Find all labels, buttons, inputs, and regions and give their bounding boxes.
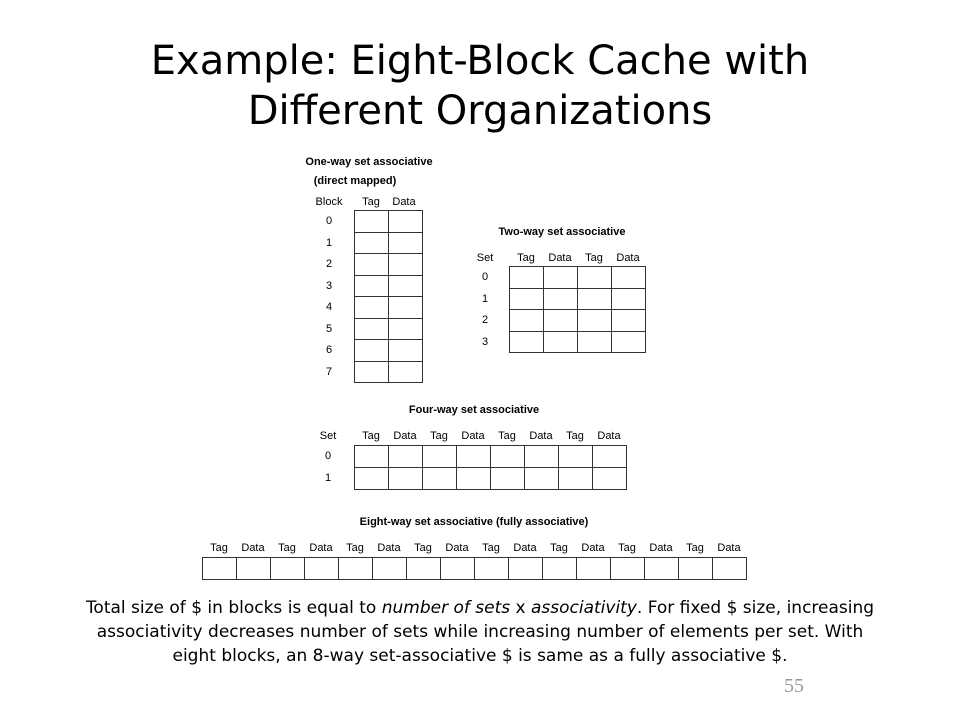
block-index-label: 0 bbox=[325, 215, 333, 227]
data-cell bbox=[388, 339, 423, 362]
data-cell bbox=[388, 296, 423, 319]
tag-cell bbox=[354, 232, 389, 255]
column-header-tag: Tag bbox=[430, 430, 448, 442]
tag-cell bbox=[509, 331, 544, 354]
column-header-block: Block bbox=[315, 196, 343, 208]
column-header-data: Data bbox=[581, 542, 605, 554]
column-header-set: Set bbox=[476, 252, 494, 264]
data-cell bbox=[388, 232, 423, 255]
tag-cell bbox=[610, 557, 645, 580]
data-cell bbox=[388, 318, 423, 341]
column-header-tag: Tag bbox=[517, 252, 535, 264]
data-cell bbox=[644, 557, 679, 580]
tag-cell bbox=[354, 318, 389, 341]
tag-cell bbox=[490, 445, 525, 468]
block-index-label: 6 bbox=[325, 344, 333, 356]
data-cell bbox=[456, 445, 491, 468]
data-cell bbox=[524, 445, 559, 468]
tag-cell bbox=[422, 467, 457, 490]
data-cell bbox=[456, 467, 491, 490]
column-header-tag: Tag bbox=[362, 196, 380, 208]
data-cell bbox=[440, 557, 475, 580]
block-index-label: 1 bbox=[325, 236, 333, 249]
two-way-title: Two-way set associative bbox=[498, 226, 626, 238]
column-header-tag: Tag bbox=[550, 542, 568, 554]
column-header-data: Data bbox=[548, 252, 572, 264]
one-way-title: One-way set associative bbox=[305, 156, 433, 168]
column-header-tag: Tag bbox=[346, 542, 364, 554]
column-header-data: Data bbox=[445, 542, 469, 554]
column-header-tag: Tag bbox=[414, 542, 432, 554]
data-cell bbox=[611, 266, 646, 289]
tag-cell bbox=[354, 275, 389, 298]
set-index-label: 0 bbox=[481, 271, 489, 283]
tag-cell bbox=[509, 309, 544, 332]
eight-way-title: Eight-way set associative (fully associative) bbox=[359, 516, 589, 528]
tag-cell bbox=[577, 288, 612, 311]
column-header-tag: Tag bbox=[686, 542, 704, 554]
set-index-label: 1 bbox=[481, 292, 489, 305]
set-index-label: 0 bbox=[324, 450, 332, 462]
data-cell bbox=[611, 288, 646, 311]
slide-title-line-2: Different Organizations bbox=[247, 88, 713, 134]
tag-cell bbox=[542, 557, 577, 580]
tag-cell bbox=[270, 557, 305, 580]
data-cell bbox=[611, 309, 646, 332]
set-index-label: 1 bbox=[324, 472, 332, 484]
caption-emphasis-number-of-sets: number of sets bbox=[381, 598, 511, 618]
column-header-tag: Tag bbox=[278, 542, 296, 554]
tag-cell bbox=[354, 339, 389, 362]
one-way-subtitle: (direct mapped) bbox=[313, 175, 397, 187]
block-index-label: 7 bbox=[325, 365, 333, 378]
block-index-label: 4 bbox=[325, 301, 333, 313]
column-header-tag: Tag bbox=[482, 542, 500, 554]
caption-line-2: associativity decreases number of sets while increasing number of elements per set. With bbox=[96, 622, 864, 642]
column-header-tag: Tag bbox=[585, 252, 603, 264]
block-index-label: 5 bbox=[325, 322, 333, 335]
tag-cell bbox=[577, 309, 612, 332]
column-header-tag: Tag bbox=[498, 430, 516, 442]
column-header-data: Data bbox=[241, 542, 265, 554]
tag-cell bbox=[354, 210, 389, 233]
column-header-tag: Tag bbox=[566, 430, 584, 442]
caption-line-3: eight blocks, an 8-way set-associative $ is same as a fully associative $. bbox=[172, 646, 788, 666]
data-cell bbox=[543, 266, 578, 289]
tag-cell bbox=[354, 296, 389, 319]
caption-line-1 bbox=[20, 596, 940, 620]
caption-emphasis-associativity: associativity bbox=[530, 598, 637, 618]
column-header-data: Data bbox=[717, 542, 741, 554]
tag-cell bbox=[558, 445, 593, 468]
caption-text: . For fixed $ size, increasing bbox=[636, 598, 875, 618]
data-cell bbox=[388, 275, 423, 298]
data-cell bbox=[592, 445, 627, 468]
data-cell bbox=[372, 557, 407, 580]
data-cell bbox=[388, 253, 423, 276]
slide-title-line-1: Example: Eight-Block Cache with bbox=[150, 38, 810, 84]
tag-cell bbox=[577, 331, 612, 354]
tag-cell bbox=[354, 467, 389, 490]
data-cell bbox=[543, 331, 578, 354]
column-header-data: Data bbox=[309, 542, 333, 554]
column-header-tag: Tag bbox=[210, 542, 228, 554]
data-cell bbox=[712, 557, 747, 580]
block-index-label: 2 bbox=[325, 258, 333, 270]
tag-cell bbox=[422, 445, 457, 468]
column-header-data: Data bbox=[649, 542, 673, 554]
tag-cell bbox=[202, 557, 237, 580]
tag-cell bbox=[406, 557, 441, 580]
column-header-data: Data bbox=[513, 542, 537, 554]
column-header-data: Data bbox=[393, 430, 417, 442]
tag-cell bbox=[474, 557, 509, 580]
data-cell bbox=[388, 361, 423, 384]
page-number: 55 bbox=[784, 675, 804, 697]
column-header-data: Data bbox=[461, 430, 485, 442]
four-way-title: Four-way set associative bbox=[408, 404, 540, 416]
column-header-tag: Tag bbox=[618, 542, 636, 554]
tag-cell bbox=[354, 445, 389, 468]
tag-cell bbox=[490, 467, 525, 490]
data-cell bbox=[388, 467, 423, 490]
slide-title bbox=[0, 36, 960, 136]
tag-cell bbox=[354, 361, 389, 384]
set-index-label: 2 bbox=[481, 314, 489, 326]
column-header-tag: Tag bbox=[362, 430, 380, 442]
data-cell bbox=[508, 557, 543, 580]
column-header-data: Data bbox=[616, 252, 640, 264]
block-index-label: 3 bbox=[325, 279, 333, 292]
data-cell bbox=[236, 557, 271, 580]
tag-cell bbox=[509, 288, 544, 311]
column-header-data: Data bbox=[392, 196, 416, 208]
tag-cell bbox=[678, 557, 713, 580]
tag-cell bbox=[354, 253, 389, 276]
column-header-data: Data bbox=[529, 430, 553, 442]
tag-cell bbox=[338, 557, 373, 580]
column-header-set: Set bbox=[319, 430, 337, 442]
data-cell bbox=[576, 557, 611, 580]
data-cell bbox=[592, 467, 627, 490]
data-cell bbox=[543, 309, 578, 332]
data-cell bbox=[304, 557, 339, 580]
data-cell bbox=[388, 445, 423, 468]
data-cell bbox=[388, 210, 423, 233]
tag-cell bbox=[509, 266, 544, 289]
tag-cell bbox=[558, 467, 593, 490]
data-cell bbox=[611, 331, 646, 354]
column-header-data: Data bbox=[377, 542, 401, 554]
tag-cell bbox=[577, 266, 612, 289]
caption-text: Total size of $ in blocks is equal to bbox=[85, 598, 382, 618]
set-index-label: 3 bbox=[481, 335, 489, 348]
data-cell bbox=[524, 467, 559, 490]
data-cell bbox=[543, 288, 578, 311]
caption bbox=[20, 596, 940, 668]
column-header-data: Data bbox=[597, 430, 621, 442]
caption-text: x bbox=[510, 598, 531, 618]
